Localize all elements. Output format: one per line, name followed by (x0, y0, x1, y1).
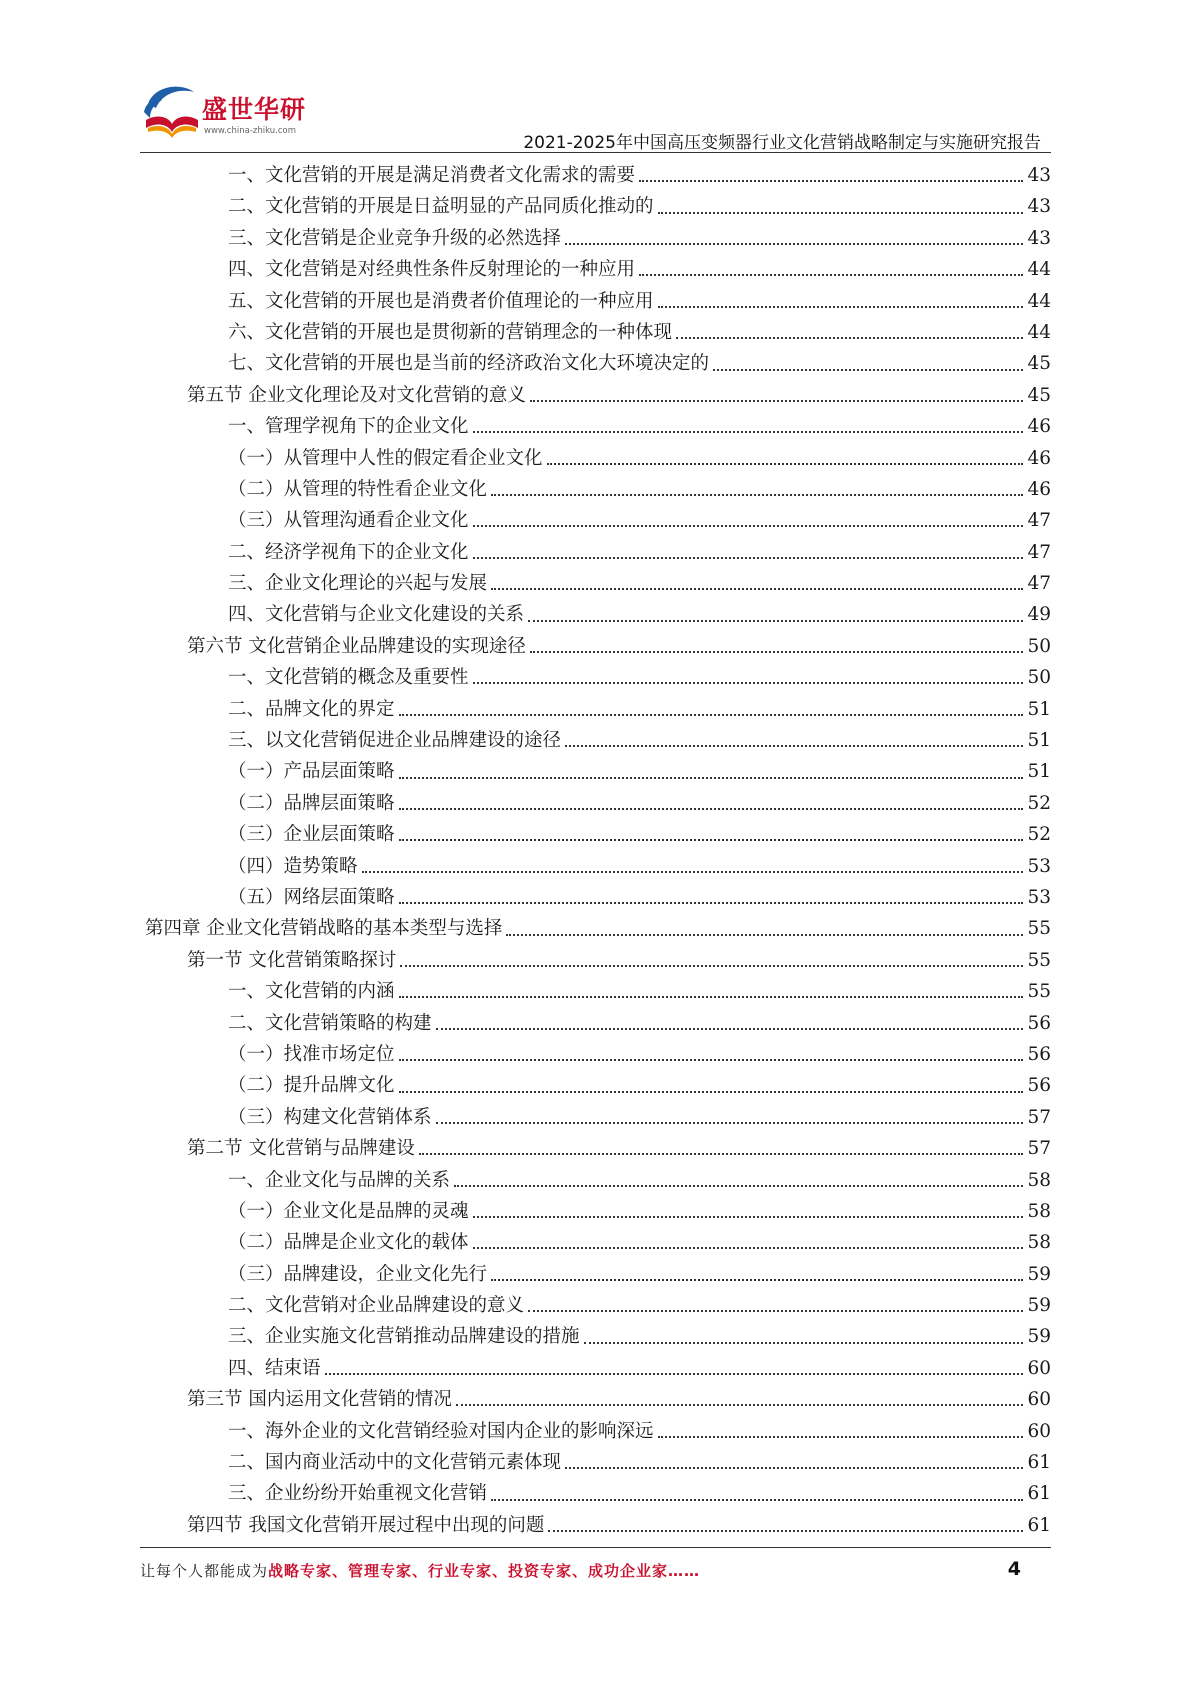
toc-leader-dots (491, 1498, 1023, 1501)
toc-leader-dots (473, 556, 1023, 559)
toc-entry[interactable] (0, 913, 1191, 944)
toc-entry-page: 58 (1027, 1169, 1051, 1191)
toc-leader-dots (639, 179, 1023, 182)
toc-entry-label: 二、品牌文化的界定 (228, 698, 395, 720)
toc-entry-page: 50 (1027, 635, 1051, 657)
toc-entry[interactable] (0, 505, 1191, 536)
toc-entry-label: 三、企业实施文化营销推动品牌建设的措施 (228, 1326, 580, 1348)
toc-entry[interactable] (0, 1196, 1191, 1227)
toc-entry[interactable] (0, 1290, 1191, 1321)
toc-entry-page: 57 (1027, 1138, 1051, 1160)
toc-entry-label: 七、文化营销的开展也是当前的经济政治文化大环境决定的 (228, 353, 710, 375)
toc-leader-dots (528, 1309, 1023, 1312)
toc-entry-page: 53 (1027, 855, 1051, 877)
slogan-prefix: 让每个人都能成为 (140, 1562, 269, 1580)
toc-entry-label: 二、文化营销策略的构建 (228, 1012, 432, 1034)
toc-entry[interactable] (0, 537, 1191, 568)
toc-entry-label: 二、文化营销的开展是日益明显的产品同质化推动的 (228, 196, 654, 218)
toc-entry[interactable] (0, 1416, 1191, 1447)
toc-entry-page: 51 (1027, 730, 1051, 752)
toc-entry[interactable] (0, 568, 1191, 599)
page-footer (140, 1560, 1051, 1588)
toc-entry-label: （三）品牌建设，企业文化先行 (228, 1263, 488, 1285)
toc-entry-page: 44 (1027, 290, 1051, 312)
toc-entry-label: 一、文化营销的内涵 (228, 981, 395, 1003)
toc-leader-dots (473, 1246, 1023, 1249)
toc-leader-dots (676, 336, 1023, 339)
toc-leader-dots (419, 1152, 1023, 1155)
toc-entry-label: 二、经济学视角下的企业文化 (228, 541, 469, 563)
toc-entry-page: 50 (1027, 667, 1051, 689)
toc-entry[interactable] (0, 1321, 1191, 1352)
toc-entry[interactable] (0, 1102, 1191, 1133)
toc-entry-label: 六、文化营销的开展也是贯彻新的营销理念的一种体现 (228, 321, 673, 343)
toc-entry[interactable] (0, 1353, 1191, 1384)
toc-leader-dots (565, 744, 1023, 747)
toc-entry-page: 46 (1027, 416, 1051, 438)
toc-entry-label: （一）从管理中人性的假定看企业文化 (228, 447, 543, 469)
toc-leader-dots (399, 776, 1023, 779)
toc-entry-page: 58 (1027, 1200, 1051, 1222)
toc-entry-page: 47 (1027, 573, 1051, 595)
toc-entry-page: 43 (1027, 227, 1051, 249)
toc-leader-dots (565, 242, 1023, 245)
toc-entry-label: 一、企业文化与品牌的关系 (228, 1169, 451, 1191)
logo-brand-name: 盛世华研 (202, 95, 307, 124)
toc-leader-dots (399, 995, 1023, 998)
toc-leader-dots (473, 1215, 1023, 1218)
toc-entry-page: 55 (1027, 918, 1051, 940)
toc-entry-label: 二、文化营销对企业品牌建设的意义 (228, 1295, 525, 1317)
toc-entry[interactable] (0, 1070, 1191, 1101)
toc-entry[interactable] (0, 1447, 1191, 1478)
toc-entry[interactable] (0, 599, 1191, 630)
toc-entry[interactable] (0, 694, 1191, 725)
toc-leader-dots (399, 838, 1023, 841)
toc-entry-label: 第二节 文化营销与品牌建设 (187, 1138, 415, 1160)
toc-entry-page: 60 (1027, 1420, 1051, 1442)
toc-entry[interactable] (0, 662, 1191, 693)
toc-entry[interactable] (0, 380, 1191, 411)
toc-entry-label: （一）产品层面策略 (228, 761, 395, 783)
table-of-contents (0, 160, 1191, 1541)
logo-url: www.china-zhiku.com (204, 126, 296, 136)
toc-entry-page: 61 (1027, 1483, 1051, 1505)
toc-entry[interactable] (0, 788, 1191, 819)
toc-leader-dots (491, 587, 1023, 590)
slogan-emphasis: 战略专家、管理专家、行业专家、投资专家、成功企业家…… (268, 1562, 701, 1580)
toc-entry[interactable] (0, 1478, 1191, 1509)
toc-entry[interactable] (0, 1039, 1191, 1070)
toc-entry-label: （二）品牌层面策略 (228, 792, 395, 814)
toc-leader-dots (530, 650, 1023, 653)
toc-entry[interactable] (0, 851, 1191, 882)
toc-entry-label: 第三节 国内运用文化营销的情况 (187, 1389, 452, 1411)
toc-entry[interactable] (0, 1259, 1191, 1290)
toc-entry-page: 51 (1027, 698, 1051, 720)
toc-entry-page: 56 (1027, 1012, 1051, 1034)
toc-entry-label: 三、企业文化理论的兴起与发展 (228, 573, 488, 595)
toc-leader-dots (473, 430, 1023, 433)
toc-entry[interactable] (0, 1133, 1191, 1164)
toc-entry-label: 二、国内商业活动中的文化营销元素体现 (228, 1452, 562, 1474)
toc-leader-dots (565, 1466, 1023, 1469)
toc-entry[interactable] (0, 945, 1191, 976)
toc-entry-label: （二）从管理的特性看企业文化 (228, 478, 488, 500)
toc-entry-page: 61 (1027, 1514, 1051, 1536)
page-number: 4 (1007, 1558, 1021, 1580)
toc-entry[interactable] (0, 223, 1191, 254)
toc-entry-page: 59 (1027, 1295, 1051, 1317)
toc-leader-dots (491, 1278, 1023, 1281)
toc-entry-page: 52 (1027, 792, 1051, 814)
toc-leader-dots (400, 964, 1023, 967)
logo-book-icon (140, 82, 204, 146)
toc-entry[interactable] (0, 976, 1191, 1007)
toc-entry[interactable] (0, 443, 1191, 474)
toc-entry-page: 43 (1027, 196, 1051, 218)
toc-entry-label: 一、文化营销的开展是满足消费者文化需求的需要 (228, 165, 636, 186)
page-header (0, 0, 1191, 160)
toc-entry-page: 44 (1027, 259, 1051, 281)
toc-entry-page: 60 (1027, 1357, 1051, 1379)
toc-entry[interactable] (0, 882, 1191, 913)
toc-entry-label: （二）品牌是企业文化的载体 (228, 1232, 469, 1254)
toc-entry-label: 一、文化营销的概念及重要性 (228, 667, 469, 689)
toc-entry-label: 第四章 企业文化营销战略的基本类型与选择 (145, 918, 503, 940)
toc-leader-dots (658, 305, 1023, 308)
toc-entry-page: 49 (1027, 604, 1051, 626)
toc-leader-dots (399, 1090, 1023, 1093)
toc-entry-page: 60 (1027, 1389, 1051, 1411)
company-logo (140, 82, 310, 146)
toc-leader-dots (399, 713, 1023, 716)
toc-entry-label: （四）造势策略 (228, 855, 358, 877)
toc-leader-dots (399, 901, 1023, 904)
toc-entry[interactable] (0, 631, 1191, 662)
toc-entry-label: （三）从管理沟通看企业文化 (228, 510, 469, 532)
toc-leader-dots (325, 1372, 1023, 1375)
footer-divider (140, 1547, 1051, 1548)
toc-entry[interactable] (0, 1227, 1191, 1258)
toc-entry-label: （五）网络层面策略 (228, 886, 395, 908)
toc-entry-page: 43 (1027, 165, 1051, 186)
toc-entry[interactable] (0, 474, 1191, 505)
toc-entry-label: 第四节 我国文化营销开展过程中出现的问题 (187, 1514, 545, 1536)
toc-entry-page: 45 (1027, 353, 1051, 375)
toc-entry-page: 53 (1027, 886, 1051, 908)
toc-entry-page: 58 (1027, 1232, 1051, 1254)
toc-leader-dots (491, 493, 1023, 496)
toc-leader-dots (362, 870, 1023, 873)
toc-leader-dots (399, 807, 1023, 810)
toc-entry-page: 46 (1027, 447, 1051, 469)
toc-entry-label: 第五节 企业文化理论及对文化营销的意义 (187, 384, 526, 406)
toc-entry-page: 46 (1027, 478, 1051, 500)
toc-entry-page: 56 (1027, 1043, 1051, 1065)
toc-entry-label: 一、管理学视角下的企业文化 (228, 416, 469, 438)
toc-leader-dots (399, 1058, 1023, 1061)
toc-entry-label: （二）提升品牌文化 (228, 1075, 395, 1097)
toc-entry[interactable] (0, 191, 1191, 222)
report-title: 2021-2025年中国高压变频器行业文化营销战略制定与实施研究报告 (523, 133, 1041, 153)
toc-entry[interactable] (0, 819, 1191, 850)
toc-entry[interactable] (0, 286, 1191, 317)
toc-entry-label: （三）企业层面策略 (228, 824, 395, 846)
toc-entry[interactable] (0, 1165, 1191, 1196)
header-divider (140, 152, 1051, 153)
toc-entry[interactable] (0, 1510, 1191, 1541)
toc-entry[interactable] (0, 160, 1191, 191)
toc-leader-dots (530, 399, 1023, 402)
toc-leader-dots (506, 933, 1023, 936)
toc-entry-label: （一）找准市场定位 (228, 1043, 395, 1065)
toc-leader-dots (473, 681, 1023, 684)
toc-entry-page: 55 (1027, 981, 1051, 1003)
toc-entry-page: 56 (1027, 1075, 1051, 1097)
toc-entry-page: 55 (1027, 949, 1051, 971)
toc-leader-dots (473, 524, 1023, 527)
toc-leader-dots (639, 273, 1023, 276)
toc-entry-label: （一）企业文化是品牌的灵魂 (228, 1200, 469, 1222)
toc-leader-dots (454, 1184, 1023, 1187)
toc-entry-page: 47 (1027, 541, 1051, 563)
toc-entry-label: （三）构建文化营销体系 (228, 1106, 432, 1128)
toc-entry-label: 四、文化营销是对经典性条件反射理论的一种应用 (228, 259, 636, 281)
toc-leader-dots (528, 619, 1023, 622)
toc-entry-page: 61 (1027, 1452, 1051, 1474)
toc-entry-label: 一、海外企业的文化营销经验对国内企业的影响深远 (228, 1420, 654, 1442)
toc-entry[interactable] (0, 411, 1191, 442)
toc-leader-dots (548, 1529, 1023, 1532)
toc-entry[interactable] (0, 756, 1191, 787)
toc-entry-page: 59 (1027, 1326, 1051, 1348)
toc-entry-label: 第六节 文化营销企业品牌建设的实现途径 (187, 635, 526, 657)
toc-leader-dots (658, 211, 1023, 214)
toc-entry[interactable] (0, 317, 1191, 348)
toc-leader-dots (713, 368, 1023, 371)
toc-entry-label: 四、结束语 (228, 1357, 321, 1379)
toc-leader-dots (436, 1027, 1023, 1030)
toc-entry[interactable] (0, 348, 1191, 379)
toc-entry-label: 第一节 文化营销策略探讨 (187, 949, 397, 971)
toc-entry-label: 三、文化营销是企业竞争升级的必然选择 (228, 227, 562, 249)
toc-leader-dots (436, 1121, 1023, 1124)
toc-entry-page: 52 (1027, 824, 1051, 846)
toc-leader-dots (456, 1403, 1023, 1406)
toc-entry[interactable] (0, 1384, 1191, 1415)
toc-entry[interactable] (0, 725, 1191, 756)
toc-leader-dots (547, 462, 1023, 465)
toc-entry-page: 47 (1027, 510, 1051, 532)
toc-entry[interactable] (0, 254, 1191, 285)
toc-entry-page: 45 (1027, 384, 1051, 406)
toc-leader-dots (584, 1341, 1023, 1344)
footer-slogan (140, 1560, 700, 1581)
toc-entry-label: 三、以文化营销促进企业品牌建设的途径 (228, 730, 562, 752)
toc-entry-page: 44 (1027, 321, 1051, 343)
toc-entry-page: 57 (1027, 1106, 1051, 1128)
toc-entry-label: 三、企业纷纷开始重视文化营销 (228, 1483, 488, 1505)
toc-entry-page: 59 (1027, 1263, 1051, 1285)
toc-entry-label: 五、文化营销的开展也是消费者价值理论的一种应用 (228, 290, 654, 312)
toc-entry-page: 51 (1027, 761, 1051, 783)
toc-entry[interactable] (0, 1008, 1191, 1039)
toc-entry-label: 四、文化营销与企业文化建设的关系 (228, 604, 525, 626)
toc-leader-dots (658, 1435, 1023, 1438)
